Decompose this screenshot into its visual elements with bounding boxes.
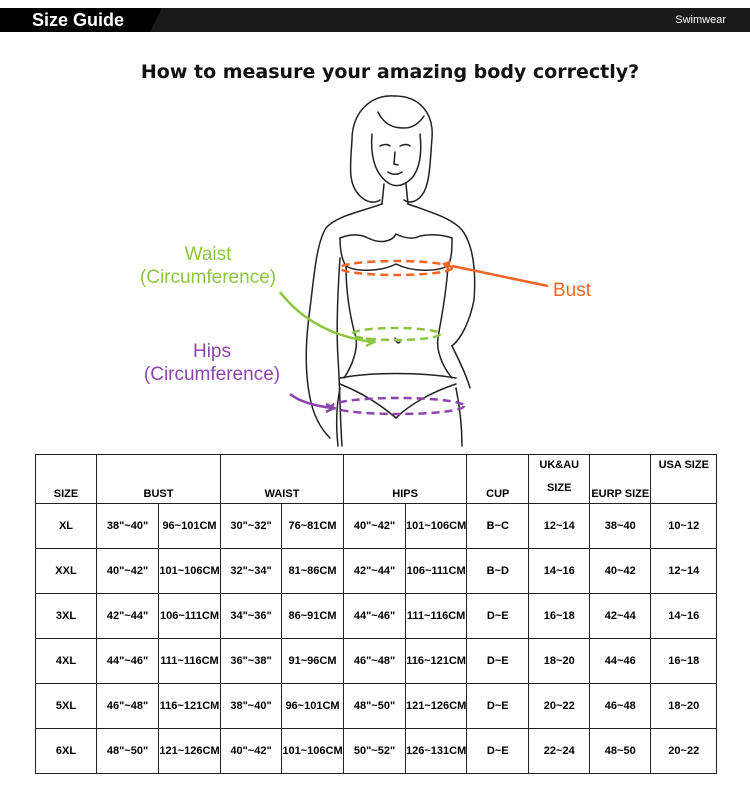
header-bust: BUST [97,455,221,504]
cell-eurp: 46~48 [590,684,651,729]
header-usa: USA SIZE [651,455,717,504]
cell-bust-cm: 116~121CM [159,684,221,729]
bust-label: Bust [553,280,592,301]
cell-cup: B~C [467,504,529,549]
cell-hips-cm: 121~126CM [406,684,467,729]
cell-hips-in: 48"~50" [344,684,406,729]
hips-label-sub: (Circumference) [143,364,281,385]
cell-size: 6XL [36,729,97,774]
header-size: SIZE [36,455,97,504]
table-row [36,639,717,684]
hips-label [126,340,298,386]
cell-ukau: 12~14 [529,504,590,549]
cell-bust-cm: 101~106CM [159,549,221,594]
cell-bust-cm: 96~101CM [159,504,221,549]
cell-bust-cm: 106~111CM [159,594,221,639]
cell-cup: D~E [467,639,529,684]
cell-waist-in: 34"~36" [221,594,282,639]
cell-bust-cm: 111~116CM [159,639,221,684]
table-row [36,594,717,639]
header-hips: HIPS [344,455,467,504]
cell-waist-cm: 96~101CM [282,684,344,729]
header-ukau [529,455,590,504]
header-ukau-line2: SIZE [547,482,572,494]
cell-size: XXL [36,549,97,594]
cell-bust-cm: 121~126CM [159,729,221,774]
cell-eurp: 44~46 [590,639,651,684]
cell-eurp: 42~44 [590,594,651,639]
cell-cup: D~E [467,594,529,639]
cell-waist-cm: 86~91CM [282,594,344,639]
table-row [36,504,717,549]
cell-bust-in: 46"~48" [97,684,159,729]
table-row [36,684,717,729]
cell-hips-cm: 116~121CM [406,639,467,684]
cell-ukau: 20~22 [529,684,590,729]
cell-waist-cm: 101~106CM [282,729,344,774]
cell-ukau: 18~20 [529,639,590,684]
category-label: Swimwear [675,14,726,26]
cell-hips-in: 46"~48" [344,639,406,684]
size-chart-table [35,454,717,774]
measurement-illustration [0,88,750,448]
table-header-row [36,455,717,504]
cell-waist-cm: 81~86CM [282,549,344,594]
cell-size: XL [36,504,97,549]
hips-label-title: Hips [192,341,231,362]
cell-hips-in: 50"~52" [344,729,406,774]
body-outline-illustration [0,88,750,448]
cell-bust-in: 44"~46" [97,639,159,684]
cell-waist-cm: 91~96CM [282,639,344,684]
cell-waist-in: 36"~38" [221,639,282,684]
cell-size: 3XL [36,594,97,639]
cell-size: 5XL [36,684,97,729]
cell-ukau: 14~16 [529,549,590,594]
cell-hips-in: 42"~44" [344,549,406,594]
header-bar [0,8,750,32]
header-cup: CUP [467,455,529,504]
page-title: Size Guide [32,10,125,30]
cell-eurp: 38~40 [590,504,651,549]
cell-bust-in: 40"~42" [97,549,159,594]
cell-hips-in: 44"~46" [344,594,406,639]
measure-heading: How to measure your amazing body correctly? [140,61,640,83]
cell-waist-in: 40"~42" [221,729,282,774]
cell-waist-in: 30"~32" [221,504,282,549]
cell-ukau: 22~24 [529,729,590,774]
header-ukau-line1: UK&AU [539,459,580,471]
cell-bust-in: 48"~50" [97,729,159,774]
cell-waist-in: 38"~40" [221,684,282,729]
cell-cup: D~E [467,729,529,774]
waist-label [122,243,294,289]
header-waist: WAIST [221,455,344,504]
cell-size: 4XL [36,639,97,684]
table-row [36,549,717,594]
cell-usa: 12~14 [651,549,717,594]
header-eurp: EURP SIZE [590,455,651,504]
cell-usa: 14~16 [651,594,717,639]
cell-hips-cm: 126~131CM [406,729,467,774]
cell-bust-in: 38"~40" [97,504,159,549]
waist-label-sub: (Circumference) [139,267,277,288]
cell-ukau: 16~18 [529,594,590,639]
cell-hips-cm: 111~116CM [406,594,467,639]
cell-usa: 20~22 [651,729,717,774]
cell-usa: 10~12 [651,504,717,549]
cell-bust-in: 42"~44" [97,594,159,639]
cell-hips-in: 40"~42" [344,504,406,549]
waist-label-title: Waist [184,244,232,265]
cell-cup: D~E [467,684,529,729]
cell-cup: B~D [467,549,529,594]
cell-waist-cm: 76~81CM [282,504,344,549]
table-row [36,729,717,774]
cell-hips-cm: 101~106CM [406,504,467,549]
cell-hips-cm: 106~111CM [406,549,467,594]
cell-usa: 18~20 [651,684,717,729]
cell-eurp: 48~50 [590,729,651,774]
cell-usa: 16~18 [651,639,717,684]
cell-waist-in: 32"~34" [221,549,282,594]
cell-eurp: 40~42 [590,549,651,594]
